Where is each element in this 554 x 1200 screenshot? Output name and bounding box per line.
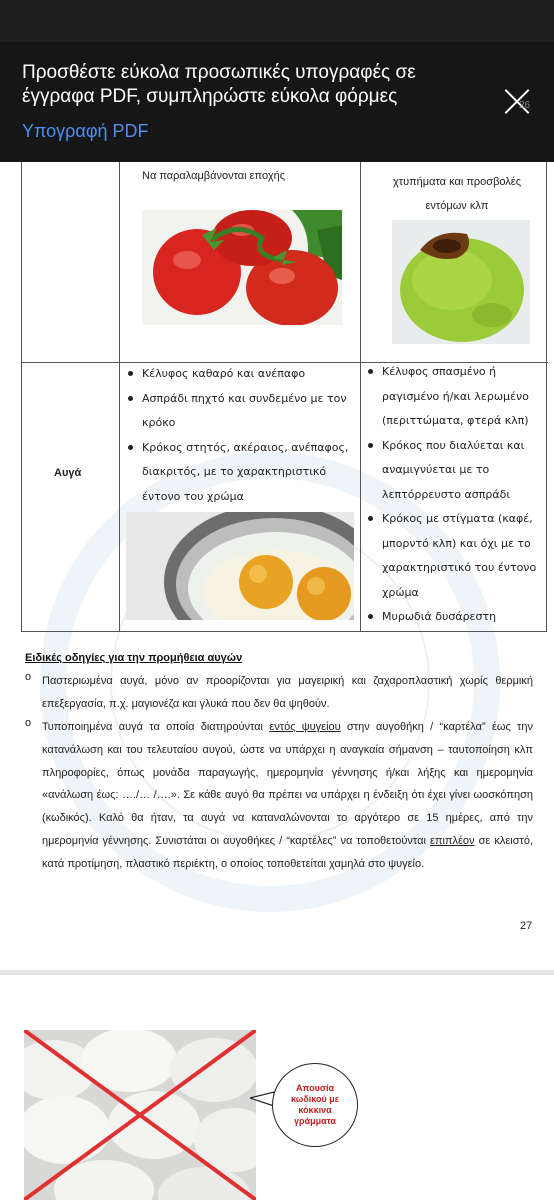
eggs-instruction-1 — [25, 670, 533, 716]
rejected-item: Μυρωδιά δυσάρεστη — [368, 605, 546, 630]
rejected-item: Κρόκος που διαλύεται και αναμιγνύεται με το λεπτόρρευστο ασπράδι — [368, 434, 546, 508]
cell-damage — [367, 170, 547, 218]
acceptable-item: Κέλυφος καθαρό και ανέπαφο — [128, 362, 356, 387]
cell-seasonal — [142, 170, 285, 182]
eggs-instruction-1-text: Παστεριωμένα αυγά, μόνο αν προορίζονται για μαγειρική και ζαχαροπλαστική χωρίς θερμική επεξεργασία, π.χ. μαγιονέζα και γλυκά που δεν θα ψηθούν. — [42, 675, 533, 710]
text-part: σε κλειστό, κατά προτίμηση, πλαστικό περιέκτη, ο οποίος τοποθετείται χαμηλά στο ψυγείο. — [42, 834, 533, 870]
row-label-eggs: Αυγά — [54, 467, 82, 479]
speech-line-1: Απουσία — [295, 1083, 335, 1093]
pdf-signature-link[interactable]: Υπογραφή PDF — [22, 121, 149, 141]
speech-line-2: κωδικού με — [290, 1094, 339, 1104]
acceptable-item: Ασπράδι πηχτό και συνδεμένο με τον κρόκο — [128, 387, 356, 436]
speech-bubble — [272, 1063, 358, 1147]
page-number: 27 — [520, 920, 533, 932]
text-part: Τυποποιημένα αυγά τα οποία διατηρούνται — [42, 721, 270, 733]
rejected-item: Κρόκος με στίγματα (καφέ, μπορντό κλπ) και όχι με το χαρακτηριστικό του έντονο χρώμα — [368, 507, 546, 605]
cell-damage-line1: χτυπήματα και προσβολές — [392, 176, 522, 188]
previous-page-number: 26 — [519, 100, 531, 111]
rejection-criteria-list — [368, 360, 546, 630]
promo-banner — [0, 42, 554, 162]
cell-seasonal-text: Να παραλαμβάνονται εποχής — [142, 170, 286, 182]
banner-title: Προσθέστε εύκολα προσωπικές υπογραφές σε έγγραφα PDF, συμπληρώστε εύκολα φόρμες — [22, 62, 416, 107]
eggs-in-pan-image — [126, 512, 354, 620]
list-marker: o — [25, 671, 32, 683]
acceptable-item: Κρόκος στητός, ακέραιος, ανέπαφος, διακριτός, με το χαρακτηριστικό έντονο του χρώμα — [128, 436, 356, 510]
speech-line-3: κόκκινα — [298, 1105, 332, 1115]
pdf-page-27 — [0, 162, 554, 970]
tomatoes-image — [142, 210, 342, 325]
status-bar — [0, 0, 554, 42]
rejected-item: Κέλυφος σπασμένο ή ραγισμένο ή/και λερωμένο (περιττώματα, φτερά κλπ) — [368, 360, 546, 434]
eggs-instructions-heading: Ειδικές οδηγίες για την προμήθεια αυγών — [25, 652, 243, 664]
crossed-eggs-image — [24, 1030, 256, 1200]
spoiled-apple-image — [392, 220, 530, 344]
text-part: στην αυγοθήκη / “καρτέλα” έως την κατανάλωση και του τελευταίου αυγού, ώστε να υπάρχει η αναγκαία σήμανση – ταυτοποίηση κλπ πληροφορίες, όπως μονάδα παραγωγής, ημερομηνία γέννησης ή/και λήξης και ημερομηνία «ανάλωση έως: …./… /….». Σε κάθε αυγό θα πρέπει να υπάρχει η ένδειξη ότι έχει γίνει ωοσκόπηση (κωδικός). Καλό θα ήταν, τα αυγά να καταναλώνονται το αργότερο σε 15 ημέρες, από την ημερομηνία γέννησης. Συνιστάται οι αυγοθήκες / “καρτέλες” να τοποθετούνται — [42, 721, 534, 847]
cell-damage-line2: εντόμων κλπ — [425, 200, 489, 212]
page-separator — [0, 970, 554, 975]
acceptable-criteria-list — [128, 362, 356, 509]
list-marker: o — [25, 717, 32, 729]
inspection-table — [21, 162, 547, 632]
eggs-instruction-2 — [25, 716, 533, 876]
underlined-text: επιπλέον — [429, 834, 475, 847]
eggs-instruction-2-text — [42, 716, 533, 876]
speech-line-4: γράμματα — [294, 1116, 336, 1126]
underlined-text: εντός ψυγείου — [269, 721, 341, 733]
